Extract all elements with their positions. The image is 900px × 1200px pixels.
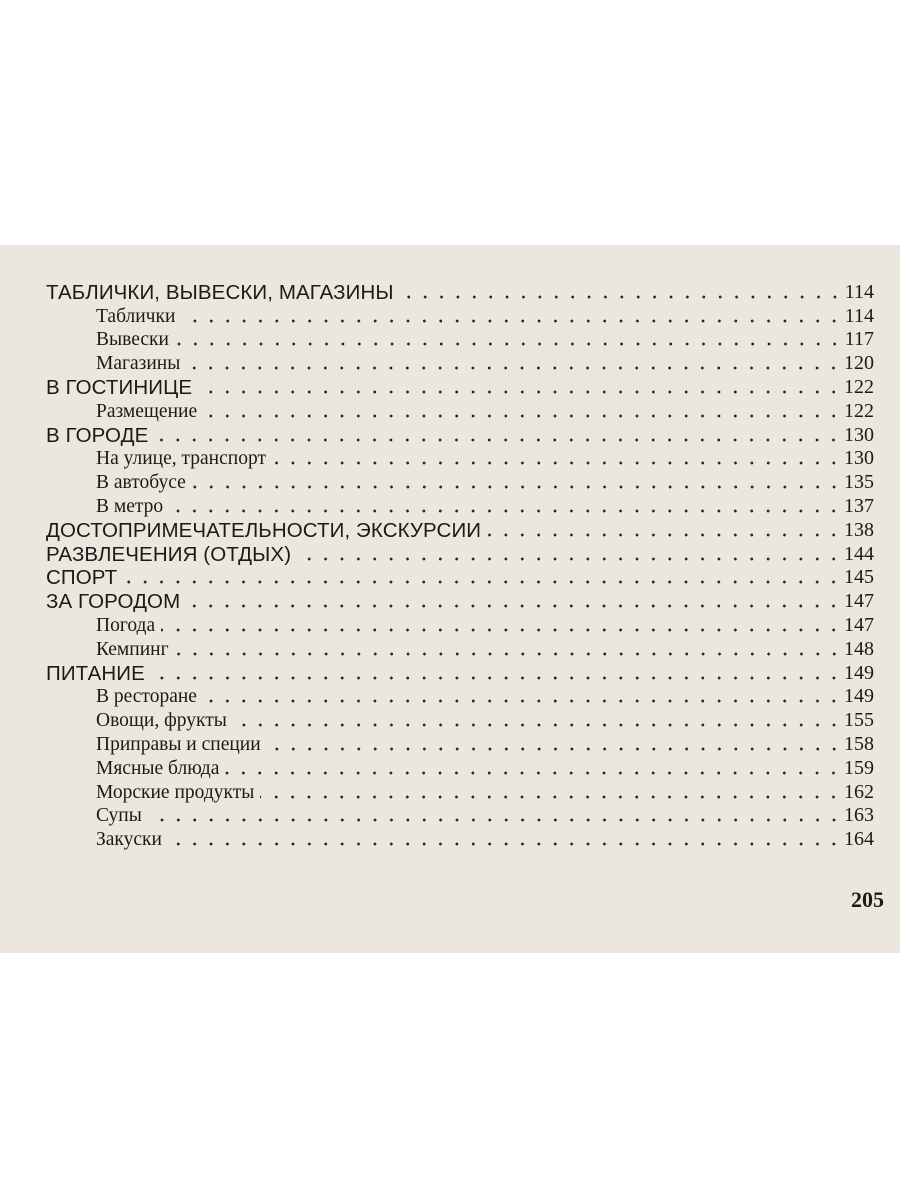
- dot-leader: [225, 771, 842, 775]
- dot-leader: [233, 723, 842, 727]
- toc-subsection-entry: [46, 707, 874, 731]
- toc-entry-title: СПОРТ: [46, 566, 118, 590]
- toc-subsection-entry: [46, 684, 874, 708]
- toc-entry-title: ПИТАНИЕ: [46, 661, 145, 685]
- toc-subsection-entry: [46, 731, 874, 755]
- toc-entry-title: Овощи, фрукты: [96, 710, 227, 732]
- table-of-contents: [46, 279, 874, 850]
- toc-entry-title: Таблички: [96, 305, 176, 327]
- dot-leader: [203, 414, 842, 418]
- dot-leader: [175, 652, 842, 656]
- toc-subsection-entry: [46, 755, 874, 779]
- toc-entry-page: 145: [844, 566, 874, 589]
- dot-leader: [168, 842, 842, 846]
- toc-entry-page: 147: [844, 613, 874, 636]
- toc-section-entry: [46, 279, 874, 303]
- dot-leader: [400, 295, 843, 299]
- dot-leader: [154, 438, 842, 442]
- toc-entry-page: 158: [844, 732, 874, 755]
- toc-entry-title: В автобусе: [96, 472, 186, 494]
- toc-subsection-entry: [46, 636, 874, 660]
- toc-entry-title: Мясные блюда: [96, 757, 220, 779]
- toc-entry-page: 155: [844, 709, 874, 732]
- toc-entry-page: 159: [844, 756, 874, 779]
- dot-leader: [487, 533, 842, 537]
- dot-leader: [272, 461, 842, 465]
- toc-entry-title: Морские продукты: [96, 781, 255, 803]
- toc-subsection-entry: [46, 446, 874, 470]
- toc-entry-page: 163: [844, 804, 874, 827]
- toc-entry-page: 164: [844, 828, 874, 851]
- toc-section-entry: [46, 374, 874, 398]
- toc-entry-page: 147: [844, 590, 874, 613]
- toc-entry-page: 117: [844, 328, 874, 351]
- toc-entry-title: Кемпинг: [96, 638, 169, 660]
- toc-section-entry: [46, 565, 874, 589]
- dot-leader: [192, 485, 842, 489]
- toc-entry-page: 120: [844, 352, 874, 375]
- toc-entry-page: 149: [844, 685, 874, 708]
- toc-subsection-entry: [46, 826, 874, 850]
- toc-entry-page: 138: [844, 518, 874, 541]
- toc-section-entry: [46, 422, 874, 446]
- toc-entry-title: Погода: [96, 614, 156, 636]
- dot-leader: [181, 319, 842, 323]
- toc-entry-title: Супы: [96, 805, 142, 827]
- dot-leader: [175, 342, 843, 346]
- toc-entry-title: На улице, транспорт: [96, 448, 266, 470]
- toc-entry-page: 135: [844, 471, 874, 494]
- toc-entry-title: Приправы и специи: [96, 733, 261, 755]
- toc-subsection-entry: [46, 303, 874, 327]
- toc-entry-title: В ГОРОДЕ: [46, 423, 149, 447]
- dot-leader: [260, 795, 842, 799]
- dot-leader: [203, 699, 842, 703]
- toc-entry-page: 122: [844, 399, 874, 422]
- page-number: 205: [851, 887, 884, 912]
- toc-section-entry: [46, 517, 874, 541]
- toc-entry-page: 114: [844, 304, 874, 327]
- toc-entry-page: 162: [844, 780, 874, 803]
- toc-entry-page: 149: [844, 661, 874, 684]
- toc-section-entry: [46, 660, 874, 684]
- dot-leader: [297, 557, 842, 561]
- toc-entry-title: В ГОСТИНИЦЕ: [46, 375, 193, 399]
- toc-entry-title: Магазины: [96, 353, 181, 375]
- toc-entry-title: Вывески: [96, 329, 169, 351]
- toc-entry-page: 130: [844, 447, 874, 470]
- toc-subsection-entry: [46, 493, 874, 517]
- dot-leader: [198, 390, 842, 394]
- dot-leader: [267, 747, 842, 751]
- toc-subsection-entry: [46, 350, 874, 374]
- toc-subsection-entry: [46, 803, 874, 827]
- toc-entry-title: Закуски: [96, 829, 162, 851]
- toc-section-entry: [46, 541, 874, 565]
- dot-leader: [161, 628, 842, 632]
- toc-subsection-entry: [46, 327, 874, 351]
- toc-entry-title: В ресторане: [96, 686, 197, 708]
- toc-subsection-entry: [46, 398, 874, 422]
- dot-leader: [186, 366, 842, 370]
- toc-entry-page: 148: [844, 637, 874, 660]
- toc-entry-title: ДОСТОПРИМЕЧАТЕЛЬНОСТИ, ЭКСКУРСИИ: [46, 518, 482, 542]
- book-page: [0, 245, 900, 953]
- toc-entry-title: РАЗВЛЕЧЕНИЯ (ОТДЫХ): [46, 542, 292, 566]
- toc-entry-title: Размещение: [96, 400, 198, 422]
- toc-entry-page: 122: [844, 375, 874, 398]
- toc-entry-title: В метро: [96, 495, 164, 517]
- toc-subsection-entry: [46, 612, 874, 636]
- toc-subsection-entry: [46, 779, 874, 803]
- dot-leader: [151, 676, 842, 680]
- dot-leader: [148, 818, 842, 822]
- dot-leader: [186, 604, 842, 608]
- toc-section-entry: [46, 588, 874, 612]
- toc-entry-page: 114: [844, 280, 874, 303]
- toc-entry-page: 144: [844, 542, 874, 565]
- toc-subsection-entry: [46, 469, 874, 493]
- dot-leader: [123, 580, 842, 584]
- toc-entry-page: 137: [844, 494, 874, 517]
- dot-leader: [169, 509, 842, 513]
- toc-entry-page: 130: [844, 423, 874, 446]
- toc-entry-title: ЗА ГОРОДОМ: [46, 590, 181, 614]
- toc-entry-title: ТАБЛИЧКИ, ВЫВЕСКИ, МАГАЗИНЫ: [46, 280, 394, 304]
